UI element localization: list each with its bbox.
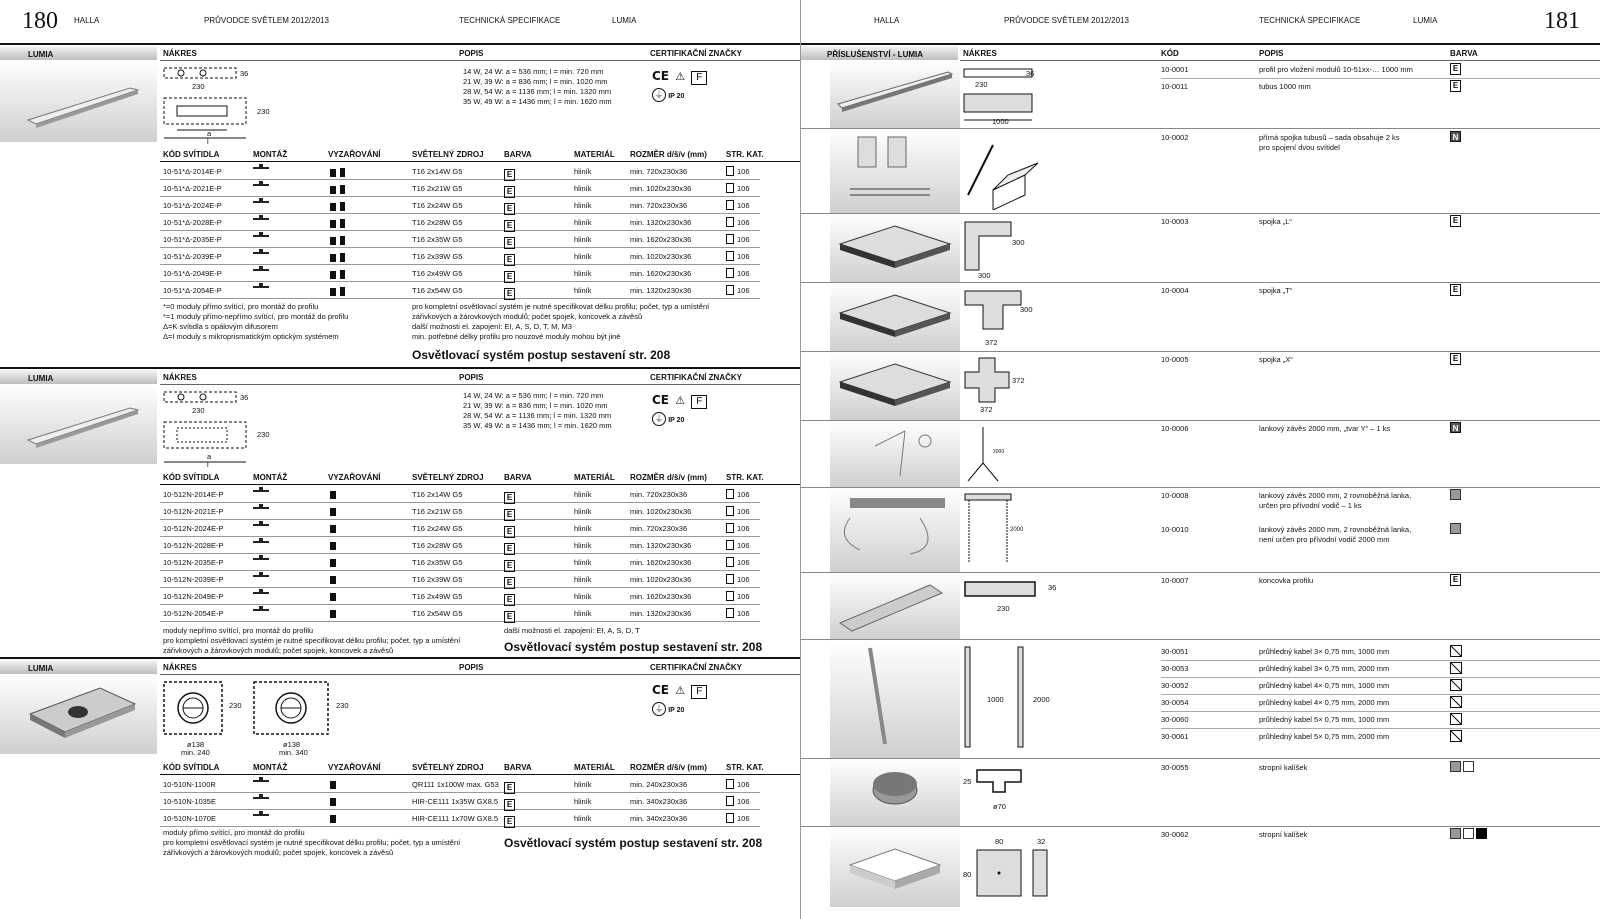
- light-source: T16 2x54W G5: [412, 286, 463, 295]
- dimensions: min. 340x230x36: [630, 814, 688, 823]
- accessory-description: spojka „T“: [1259, 286, 1293, 295]
- document-icon: [726, 285, 734, 295]
- section-label: LUMIA: [0, 370, 157, 384]
- catalog-page[interactable]: 106: [726, 489, 750, 499]
- header-brand: HALLA: [74, 16, 100, 25]
- transparent-swatch: [1450, 696, 1462, 708]
- color-badge: N: [1450, 422, 1461, 433]
- color-badge: [1450, 761, 1474, 774]
- material: hliník: [574, 507, 592, 516]
- product-code: 10-51*Δ-2024E-P: [163, 201, 222, 210]
- catalog-page[interactable]: 106: [726, 285, 750, 295]
- material: hliník: [574, 541, 592, 550]
- technical-drawing: [963, 66, 1073, 128]
- f-mark-icon: F: [691, 685, 707, 699]
- table-row: 10-51*Δ-2021E-P T16 2x21W G5 E hliník min. 1020x230x36 106: [160, 180, 760, 197]
- col-popis: POPIS: [459, 49, 484, 58]
- accessory-photo: [830, 214, 960, 282]
- material: hliník: [574, 592, 592, 601]
- product-code: 10-512N-2021E-P: [163, 507, 224, 516]
- material: hliník: [574, 184, 592, 193]
- product-photo: [0, 60, 157, 142]
- material: hliník: [574, 609, 592, 618]
- notes-right: pro kompletní osvětlovací systém je nutné specifikovat délku profilu; počet, typ a umístění zářivkových a žárovkových modulů; počet spojek, koncovek a závěsů další možnosti el. zapojení: EI, A, S, D, T, M, M3 min. potřebné délky profilu pro nouzové moduly mohou být jiné: [412, 302, 710, 341]
- notes-left: *=0 moduly přímo svítící, pro montáž do profilu *=1 moduly přímo-nepřímo svítící, pro montáž do profilu Δ=K svítidla s opálovým difusorem Δ=I moduly s mikroprismatickým optickým systémem: [163, 302, 349, 341]
- color-badge: [1450, 645, 1462, 659]
- accessory-photo: [830, 352, 960, 420]
- accessory-code: 30-0055: [1161, 763, 1189, 772]
- beam-icon: [330, 576, 340, 586]
- product-code: 10-51*Δ-2028E-P: [163, 218, 222, 227]
- product-code: 10-512N-2028E-P: [163, 541, 224, 550]
- accessory-code: 10-0003: [1161, 217, 1189, 226]
- accessory-photo: [830, 827, 960, 907]
- mount-icon: [253, 235, 269, 237]
- light-source: T16 2x24W G5: [412, 201, 463, 210]
- beam-icon: [330, 542, 340, 552]
- cert-icons: CE ⚠ F ⏚ IP 20: [652, 69, 707, 102]
- material: hliník: [574, 490, 592, 499]
- color-badge: [1450, 828, 1487, 841]
- color-badge: E: [1450, 353, 1461, 365]
- enec-icon: ⚠: [675, 395, 686, 407]
- product-code: 10-51*Δ-2054E-P: [163, 286, 222, 295]
- catalog-page[interactable]: 106: [726, 796, 750, 806]
- product-code: 10-510N-1035E: [163, 797, 216, 806]
- catalog-page[interactable]: 106: [726, 591, 750, 601]
- header-rule: [0, 43, 800, 45]
- material: hliník: [574, 167, 592, 176]
- product-code: 10-51*Δ-2021E-P: [163, 184, 222, 193]
- accessory-code: 30-0052: [1161, 681, 1189, 690]
- accessory-photo: [830, 129, 960, 213]
- table-row: 10-510N-1035E HIR-CE111 1x35W GX8.5 E hliník min. 340x230x36 106: [160, 793, 760, 810]
- beam-icon: [330, 508, 340, 518]
- dimensions: min. 720x230x36: [630, 490, 688, 499]
- catalog-page[interactable]: 106: [726, 574, 750, 584]
- beam-icon: [330, 168, 349, 179]
- accessory-code: 10-0002: [1161, 133, 1189, 142]
- material: hliník: [574, 558, 592, 567]
- table-row: 10-512N-2039E-P T16 2x39W G5 E hliník min. 1020x230x36 106: [160, 571, 760, 588]
- document-icon: [726, 234, 734, 244]
- ce-mark-icon: CE: [652, 69, 670, 83]
- product-code: 10-510N-1100R: [163, 780, 216, 789]
- document-icon: [726, 217, 734, 227]
- color-badge: [1450, 679, 1462, 693]
- transparent-swatch: [1450, 679, 1462, 691]
- light-source: T16 2x35W G5: [412, 235, 463, 244]
- beam-icon: [330, 559, 340, 569]
- mount-icon: [253, 575, 269, 577]
- document-icon: [726, 608, 734, 618]
- catalog-page[interactable]: 106: [726, 166, 750, 176]
- accessory-description: profil pro vložení modulů 10-51xx-… 1000 mm: [1259, 65, 1413, 74]
- beam-icon: [330, 781, 340, 791]
- catalog-page[interactable]: 106: [726, 217, 750, 227]
- dimensions: min. 1020x230x36: [630, 575, 692, 584]
- accessory-description: tubus 1000 mm: [1259, 82, 1311, 91]
- color-badge: N: [1450, 131, 1461, 142]
- accessory-description: stropní kalíšek: [1259, 763, 1308, 772]
- table-row: 10-51*Δ-2035E-P T16 2x35W G5 E hliník min. 1620x230x36 106: [160, 231, 760, 248]
- col-cert: CERTIFIKAČNÍ ZNAČKY: [650, 49, 742, 58]
- mount-icon: [253, 797, 269, 799]
- material: hliník: [574, 814, 592, 823]
- assembly-link[interactable]: Osvětlovací systém postup sestavení str. 208: [504, 640, 763, 654]
- table-row: 10-512N-2028E-P T16 2x28W G5 E hliník min. 1320x230x36 106: [160, 537, 760, 554]
- light-source: T16 2x54W G5: [412, 609, 463, 618]
- enec-icon: ⚠: [675, 71, 686, 83]
- material: hliník: [574, 286, 592, 295]
- document-icon: [726, 557, 734, 567]
- page-gutter: [800, 0, 801, 919]
- mount-icon: [253, 541, 269, 543]
- beam-icon: [330, 236, 349, 247]
- technical-drawing: [963, 356, 1013, 408]
- assembly-link[interactable]: Osvětlovací systém postup sestavení str. 208: [412, 348, 671, 362]
- table-row: 10-51*Δ-2024E-P T16 2x24W G5 E hliník min. 720x230x36 106: [160, 197, 760, 214]
- accessory-code: 10-0010: [1161, 525, 1189, 534]
- product-code: 10-512N-2035E-P: [163, 558, 224, 567]
- table-row: 10-512N-2024E-P T16 2x24W G5 E hliník min. 720x230x36 106: [160, 520, 760, 537]
- catalog-page[interactable]: 106: [726, 506, 750, 516]
- mount-icon: [253, 780, 269, 782]
- material: hliník: [574, 797, 592, 806]
- light-source: T16 2x21W G5: [412, 507, 463, 516]
- ce-mark-icon: CE: [652, 683, 670, 697]
- document-icon: [726, 268, 734, 278]
- accessory-code: 10-0005: [1161, 355, 1189, 364]
- col-nakres: NÁKRES: [163, 49, 197, 58]
- beam-icon: [330, 253, 349, 264]
- accessory-description: lankový závěs 2000 mm, „tvar Y“ – 1 ks: [1259, 424, 1391, 433]
- beam-icon: [330, 219, 349, 230]
- transparent-swatch: [1450, 713, 1462, 725]
- material: hliník: [574, 269, 592, 278]
- dimensions: min. 1320x230x36: [630, 286, 692, 295]
- product-photo: [0, 674, 157, 754]
- material: hliník: [574, 252, 592, 261]
- dimensions: min. 1020x230x36: [630, 252, 692, 261]
- material: hliník: [574, 235, 592, 244]
- technical-drawing: [963, 135, 1043, 212]
- catalog-page[interactable]: 106: [726, 200, 750, 210]
- light-source: T16 2x28W G5: [412, 541, 463, 550]
- accessory-photo: [830, 60, 960, 128]
- table-row: 10-512N-2049E-P T16 2x49W G5 E hliník min. 1620x230x36 106: [160, 588, 760, 605]
- catalog-page[interactable]: 106: [726, 183, 750, 193]
- accessory-code: 10-0006: [1161, 424, 1189, 433]
- table-row: 10-512N-2021E-P T16 2x21W G5 E hliník min. 1020x230x36 106: [160, 503, 760, 520]
- product-code: 10-51*Δ-2035E-P: [163, 235, 222, 244]
- light-source: T16 2x39W G5: [412, 252, 463, 261]
- document-icon: [726, 813, 734, 823]
- product-code: 10-512N-2054E-P: [163, 609, 224, 618]
- header-guide: PRŮVODCE SVĚTLEM 2012/2013: [204, 16, 329, 25]
- color-badge: E: [1450, 215, 1461, 227]
- beam-icon: [330, 815, 340, 825]
- accessory-photo: [830, 283, 960, 351]
- enec-icon: ⚠: [675, 685, 686, 697]
- material: hliník: [574, 575, 592, 584]
- dimensions: min. 1620x230x36: [630, 558, 692, 567]
- accessory-photo: [830, 421, 960, 487]
- document-icon: [726, 591, 734, 601]
- mount-icon: [253, 286, 269, 288]
- dimensions: min. 720x230x36: [630, 167, 688, 176]
- document-icon: [726, 796, 734, 806]
- technical-drawing: [963, 289, 1023, 341]
- technical-drawing: [975, 768, 1025, 805]
- technical-drawing: [963, 220, 1023, 282]
- document-icon: [726, 251, 734, 261]
- accessory-description: lankový závěs 2000 mm, 2 rovnoběžná lanka, není určen pro přívodní vodič 2000 mm: [1259, 525, 1412, 544]
- light-source: T16 2x14W G5: [412, 167, 463, 176]
- mount-icon: [253, 490, 269, 492]
- ground-icon: ⏚: [652, 88, 666, 102]
- catalog-page[interactable]: 106: [726, 523, 750, 533]
- beam-icon: [330, 185, 349, 196]
- catalog-page[interactable]: 106: [726, 251, 750, 261]
- accessory-code: 30-0061: [1161, 732, 1189, 741]
- product-code: 10-51*Δ-2039E-P: [163, 252, 222, 261]
- color-badge: E: [1450, 574, 1461, 586]
- document-icon: [726, 200, 734, 210]
- table-row: 10-510N-1070E HIR-CE111 1x70W GX8.5 E hliník min. 340x230x36 106: [160, 810, 760, 827]
- table-row: 10-510N-1100R QR111 1x100W max. G53 E hliník min. 240x230x36 106: [160, 776, 760, 793]
- product-code: 10-51*Δ-2049E-P: [163, 269, 222, 278]
- accessory-description: průhledný kabel 5× 0,75 mm, 1000 mm: [1259, 715, 1390, 724]
- catalog-page[interactable]: 106: [726, 268, 750, 278]
- table-row: 10-512N-2035E-P T16 2x35W G5 E hliník min. 1620x230x36 106: [160, 554, 760, 571]
- color-badge: [1450, 662, 1462, 676]
- catalog-page[interactable]: 106: [726, 813, 750, 823]
- light-source: T16 2x49W G5: [412, 269, 463, 278]
- dimensions: min. 1620x230x36: [630, 269, 692, 278]
- assembly-link[interactable]: Osvětlovací systém postup sestavení str. 208: [504, 836, 763, 850]
- document-icon: [726, 489, 734, 499]
- product-code: 10-512N-2014E-P: [163, 490, 224, 499]
- dimensions: min. 720x230x36: [630, 201, 688, 210]
- dimensions: min. 720x230x36: [630, 524, 688, 533]
- color-badge: [1450, 523, 1461, 536]
- dimensions: min. 1620x230x36: [630, 235, 692, 244]
- catalog-page[interactable]: 106: [726, 540, 750, 550]
- material: hliník: [574, 218, 592, 227]
- accessory-photo: [830, 760, 960, 826]
- catalog-page[interactable]: 106: [726, 557, 750, 567]
- document-icon: [726, 506, 734, 516]
- beam-icon: [330, 610, 340, 620]
- light-source: T16 2x28W G5: [412, 218, 463, 227]
- mount-icon: [253, 184, 269, 186]
- product-code: 10-512N-2049E-P: [163, 592, 224, 601]
- material: hliník: [574, 524, 592, 533]
- table-row: 10-51*Δ-2054E-P T16 2x54W G5 E hliník min. 1320x230x36 106: [160, 282, 760, 299]
- header-series: LUMIA: [1413, 16, 1438, 25]
- product-code: 10-512N-2024E-P: [163, 524, 224, 533]
- color-badge: [1450, 730, 1462, 744]
- light-source: T16 2x49W G5: [412, 592, 463, 601]
- accessory-code: 10-0007: [1161, 576, 1189, 585]
- color-badge: [1450, 489, 1461, 502]
- beam-icon: [330, 798, 340, 808]
- dimensions: min. 1320x230x36: [630, 218, 692, 227]
- page-number: 181: [1544, 8, 1580, 34]
- dimensions: min. 1320x230x36: [630, 541, 692, 550]
- beam-icon: [330, 270, 349, 281]
- technical-drawing: [975, 848, 1055, 900]
- accessory-code: 10-0004: [1161, 286, 1189, 295]
- dimensions: min. 1020x230x36: [630, 507, 692, 516]
- header-brand: HALLA: [874, 16, 900, 25]
- ground-icon: ⏚: [652, 702, 666, 716]
- accessory-code: 30-0054: [1161, 698, 1189, 707]
- dimensions: min. 1320x230x36: [630, 609, 692, 618]
- section-label: LUMIA: [0, 46, 157, 60]
- accessory-code: 30-0053: [1161, 664, 1189, 673]
- f-mark-icon: F: [691, 395, 707, 409]
- light-source: T16 2x14W G5: [412, 490, 463, 499]
- accessory-code: 10-0011: [1161, 82, 1188, 91]
- transparent-swatch: [1450, 662, 1462, 674]
- product-code: 10-512N-2039E-P: [163, 575, 224, 584]
- accessory-code: 30-0060: [1161, 715, 1189, 724]
- popis-text: 14 W, 24 W: a = 536 mm; l = min. 720 mm 21 W, 39 W: a = 836 mm; l = min. 1020 mm 28 W, 54 W: a = 1136 mm; l = min. 1320 mm 35 W, 49 W: a = 1436 mm; l = min. 1620 mm: [463, 67, 612, 106]
- table-row: 10-51*Δ-2028E-P T16 2x28W G5 E hliník min. 1320x230x36 106: [160, 214, 760, 231]
- light-source: QR111 1x100W max. G53: [412, 780, 499, 789]
- light-source: T16 2x21W G5: [412, 184, 463, 193]
- accessory-photo: [830, 640, 960, 758]
- accessory-code: 10-0001: [1161, 65, 1189, 74]
- material: hliník: [574, 201, 592, 210]
- catalog-page[interactable]: 106: [726, 608, 750, 618]
- beam-icon: [330, 202, 349, 213]
- header-series: LUMIA: [612, 16, 637, 25]
- accessories-label: PŘÍSLUŠENSTVÍ - LUMIA: [801, 46, 958, 60]
- table-row: 10-51*Δ-2049E-P T16 2x49W G5 E hliník min. 1620x230x36 106: [160, 265, 760, 282]
- mount-icon: [253, 167, 269, 169]
- page-number: 180: [22, 8, 58, 34]
- accessory-code: 30-0062: [1161, 830, 1189, 839]
- mount-icon: [253, 507, 269, 509]
- accessory-description: koncovka profilu: [1259, 576, 1314, 585]
- dimensions: min. 340x230x36: [630, 797, 688, 806]
- mount-icon: [253, 201, 269, 203]
- header-guide: PRŮVODCE SVĚTLEM 2012/2013: [1004, 16, 1129, 25]
- light-source: HIR-CE111 1x35W GX8.5: [412, 797, 499, 806]
- accessory-code: 30-0051: [1161, 647, 1189, 656]
- accessory-description: průhledný kabel 4× 0,75 mm, 1000 mm: [1259, 681, 1390, 690]
- table-row: 10-51*Δ-2014E-P T16 2x14W G5 E hliník min. 720x230x36 106: [160, 163, 760, 180]
- accessory-photo: [830, 573, 960, 639]
- beam-icon: [330, 593, 340, 603]
- beam-icon: [330, 525, 340, 535]
- color-badge: [1450, 713, 1462, 727]
- document-icon: [726, 166, 734, 176]
- catalog-page[interactable]: 106: [726, 234, 750, 244]
- ground-icon: ⏚: [652, 412, 666, 426]
- accessory-description: spojka „X“: [1259, 355, 1293, 364]
- mount-icon: [253, 814, 269, 816]
- accessory-description: lankový závěs 2000 mm, 2 rovnoběžná lanka, určen pro přívodní vodič – 1 ks: [1259, 491, 1412, 510]
- transparent-swatch: [1450, 730, 1462, 742]
- cert-icons: CE ⚠ F ⏚ IP 20: [652, 393, 707, 426]
- cert-icons: CE ⚠ F ⏚ IP 20: [652, 683, 707, 716]
- mount-icon: [253, 558, 269, 560]
- ce-mark-icon: CE: [652, 393, 670, 407]
- light-source: HIR-CE111 1x70W GX8.5: [412, 814, 499, 823]
- dimensions: min. 240x230x36: [630, 780, 688, 789]
- color-badge: E: [1450, 80, 1461, 92]
- product-code: 10-51*Δ-2014E-P: [163, 167, 222, 176]
- mount-icon: [253, 524, 269, 526]
- color-badge: E: [1450, 284, 1461, 296]
- dimensions: min. 1620x230x36: [630, 592, 692, 601]
- accessory-description: stropní kalíšek: [1259, 830, 1308, 839]
- section-label: LUMIA: [0, 660, 157, 674]
- light-source: T16 2x39W G5: [412, 575, 463, 584]
- mount-icon: [253, 609, 269, 611]
- beam-icon: [330, 491, 340, 501]
- technical-drawing: [963, 492, 1013, 569]
- header-spec: TECHNICKÁ SPECIFIKACE: [459, 16, 561, 25]
- accessory-photo: [830, 488, 960, 572]
- material: hliník: [574, 780, 592, 789]
- document-icon: [726, 779, 734, 789]
- table-row: 10-512N-2014E-P T16 2x14W G5 E hliník min. 720x230x36 106: [160, 486, 760, 503]
- color-badge: [1450, 696, 1462, 710]
- table-row: 10-51*Δ-2039E-P T16 2x39W G5 E hliník min. 1020x230x36 106: [160, 248, 760, 265]
- f-mark-icon: F: [691, 71, 707, 85]
- beam-icon: [330, 287, 349, 298]
- mount-icon: [253, 592, 269, 594]
- mount-icon: [253, 269, 269, 271]
- accessory-description: průhledný kabel 3× 0,75 mm, 2000 mm: [1259, 664, 1390, 673]
- product-photo: [0, 384, 157, 464]
- transparent-swatch: [1450, 645, 1462, 657]
- accessory-description: spojka „L“: [1259, 217, 1292, 226]
- accessory-code: 10-0008: [1161, 491, 1189, 500]
- dimensions: min. 1020x230x36: [630, 184, 692, 193]
- table-row: 10-512N-2054E-P T16 2x54W G5 E hliník min. 1320x230x36 106: [160, 605, 760, 622]
- product-code: 10-510N-1070E: [163, 814, 216, 823]
- document-icon: [726, 183, 734, 193]
- accessory-description: průhledný kabel 4× 0,75 mm, 2000 mm: [1259, 698, 1390, 707]
- mount-icon: [253, 252, 269, 254]
- accessory-description: průhledný kabel 3× 0,75 mm, 1000 mm: [1259, 647, 1390, 656]
- document-icon: [726, 523, 734, 533]
- document-icon: [726, 540, 734, 550]
- light-source: T16 2x24W G5: [412, 524, 463, 533]
- light-source: T16 2x35W G5: [412, 558, 463, 567]
- accessory-description: přímá spojka tubusů – sada obsahuje 2 ks pro spojení dvou svítidel: [1259, 133, 1400, 152]
- mount-icon: [253, 218, 269, 220]
- color-badge: E: [1450, 63, 1461, 75]
- document-icon: [726, 574, 734, 584]
- accessory-description: průhledný kabel 5× 0,75 mm, 2000 mm: [1259, 732, 1390, 741]
- header-spec: TECHNICKÁ SPECIFIKACE: [1259, 16, 1361, 25]
- catalog-page[interactable]: 106: [726, 779, 750, 789]
